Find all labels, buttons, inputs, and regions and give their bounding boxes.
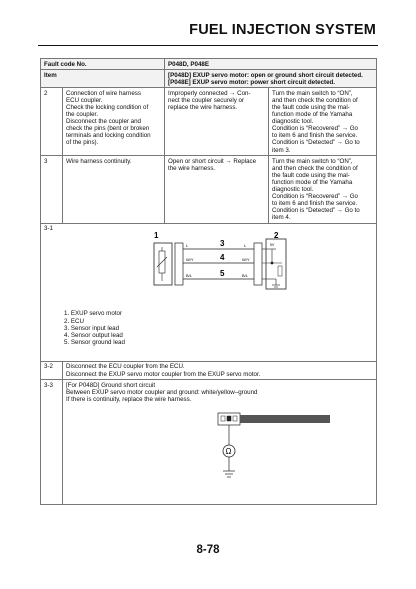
row-number: 2	[41, 88, 63, 156]
coupler-test-svg	[216, 411, 356, 499]
text-line: Open or short circuit → Replace	[168, 157, 257, 165]
text-line: of the pins).	[66, 139, 99, 147]
text-line: function mode of the Yamaha	[272, 178, 353, 186]
step-number: 3-2	[41, 361, 63, 379]
text-line: Improperly connected → Con-	[168, 89, 251, 97]
text-line: [For P048D] Ground short circuit	[66, 381, 156, 389]
table-row	[41, 361, 377, 379]
text-line: the fault code using the mal-	[272, 103, 350, 111]
wire-color-label: L	[244, 243, 247, 249]
check-action	[165, 88, 269, 156]
continuity-test-diagram	[66, 403, 373, 503]
header-rule	[38, 45, 378, 46]
text-line: the fault code using the mal-	[272, 171, 350, 179]
check-action	[165, 156, 269, 224]
coupler-pin	[221, 416, 225, 421]
wiring-diagram	[44, 225, 373, 359]
table-row	[41, 223, 377, 361]
legend-list	[64, 310, 125, 345]
item-line: [P048D] EXUP servo motor: open or ground short circuit detected.	[168, 71, 363, 79]
text-line: Condition is “Recovered” → Go	[272, 193, 358, 201]
text-line: to item 6 and finish the service.	[272, 132, 358, 140]
step-number: 3-3	[41, 380, 63, 505]
text-line: diagnostic tool.	[272, 186, 314, 193]
text-line: the coupler.	[66, 111, 98, 119]
fault-code-label: Fault code No.	[41, 59, 165, 70]
wire-color-label: W/Y	[242, 257, 250, 263]
text-line: Condition is “Detected” → Go to	[272, 139, 360, 147]
legend-item: 1. EXUP servo motor	[64, 310, 123, 318]
legend-item: 5. Sensor ground lead	[64, 338, 125, 346]
probable-cause	[63, 88, 165, 156]
legend-item: 3. Sensor input lead	[64, 324, 120, 332]
text-line: Turn the main switch to “ON”,	[272, 157, 353, 165]
legend-item: 2. ECU	[64, 317, 84, 325]
fault-code-row	[41, 59, 377, 70]
callout-3: 3	[220, 239, 225, 249]
coupler-pin	[233, 416, 237, 421]
ecu-coupler	[254, 243, 262, 285]
ecu-resistor	[278, 266, 282, 276]
confirmation	[269, 156, 377, 224]
callout-1: 1	[154, 231, 159, 241]
text-line: Condition is “Recovered” → Go	[272, 125, 358, 133]
step-number: 3-1	[44, 225, 53, 233]
wire-color-label: B/L	[242, 273, 249, 279]
callout-2: 2	[274, 231, 279, 241]
ohm-symbol: Ω	[225, 446, 232, 456]
step-3-3-text	[63, 380, 377, 505]
ecu-supply-label: 5V	[270, 243, 275, 248]
text-line: replace the wire harness.	[168, 103, 238, 111]
wire-color-label: B/L	[186, 273, 193, 279]
text-line: Between EXUP servo motor coupler and ground: white/yellow–ground	[66, 388, 258, 396]
page-number: 8-78	[196, 544, 220, 556]
motor-coupler	[175, 243, 183, 285]
wire-harness	[240, 415, 330, 423]
item-line: [P048E] EXUP servo motor: power short circuit detected.	[168, 78, 336, 86]
fault-code-value: P048D, P048E	[165, 59, 377, 70]
item-row	[41, 70, 377, 88]
text-line: ECU coupler.	[66, 96, 103, 104]
step-3-2-text	[63, 361, 377, 379]
text-line: Disconnect the coupler and	[66, 118, 141, 126]
table-row	[41, 156, 377, 224]
wire-color-label: W/Y	[186, 257, 194, 263]
servo-motor-box	[154, 243, 172, 285]
legend-item: 4. Sensor output lead	[64, 331, 123, 339]
table-row	[41, 88, 377, 156]
text-line: and then check the condition of	[272, 96, 358, 104]
text-line: If there is continuity, replace the wire harness.	[66, 395, 192, 403]
text-line: Turn the main switch to “ON”,	[272, 89, 353, 97]
text-line: to item 6 and finish the service.	[272, 200, 358, 208]
wire-color-label: L	[186, 243, 189, 249]
text-line: item 3.	[272, 146, 291, 154]
text-line: Connection of wire harness	[66, 89, 141, 97]
callout-5: 5	[220, 269, 225, 279]
text-line: Disconnect the ECU coupler from the ECU.	[66, 363, 185, 371]
item-value	[165, 70, 377, 88]
text-line: Wire harness continuity.	[66, 157, 132, 165]
text-line: Condition is “Detected” → Go to	[272, 207, 360, 215]
text-line: terminals and locking condition	[66, 132, 151, 140]
table-row	[41, 380, 377, 505]
text-line: check the pins (bent or broken	[66, 125, 150, 133]
probable-cause	[63, 156, 165, 224]
text-line: Disconnect the EXUP servo motor coupler from the EXUP servo motor.	[66, 370, 261, 378]
text-line: nect the coupler securely or	[168, 96, 245, 104]
text-line: Check the locking condition of	[66, 103, 149, 111]
confirmation	[269, 88, 377, 156]
coupler-pin	[227, 416, 231, 421]
fault-code-table	[40, 58, 377, 505]
step-3-1	[41, 223, 377, 361]
circuit-svg	[144, 229, 294, 307]
wiper-arrow	[157, 257, 167, 267]
text-line: item 4.	[272, 214, 291, 222]
text-line: diagnostic tool.	[272, 118, 314, 126]
text-line: and then check the condition of	[272, 164, 358, 172]
callout-4: 4	[220, 253, 225, 263]
text-line: function mode of the Yamaha	[272, 111, 353, 119]
text-line: the wire harness.	[168, 164, 216, 172]
row-number: 3	[41, 156, 63, 224]
page-header-title: FUEL INJECTION SYSTEM	[189, 22, 376, 38]
item-label: Item	[41, 70, 165, 88]
